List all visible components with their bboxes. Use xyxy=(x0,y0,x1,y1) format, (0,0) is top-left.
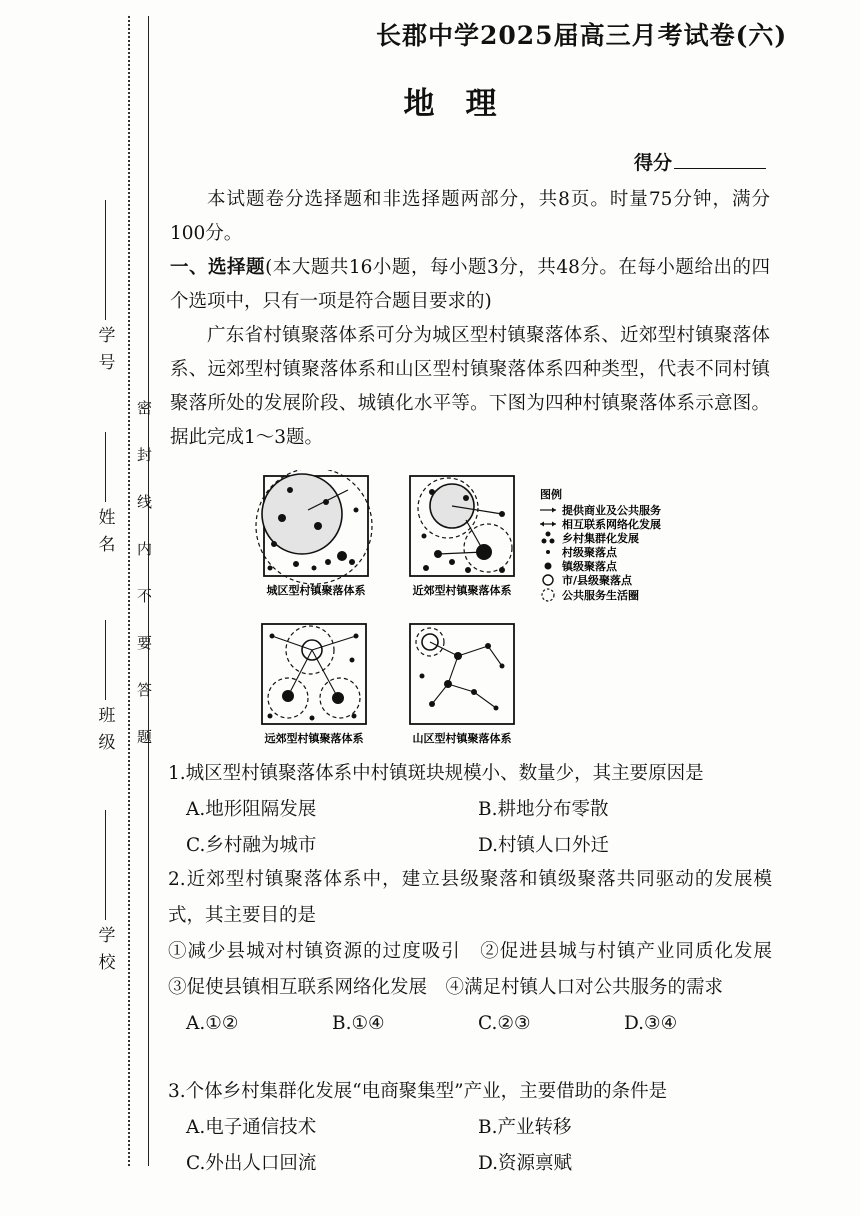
legend-town: 镇级聚落点 xyxy=(562,560,617,573)
question-1-stem: 1.城区型村镇聚落体系中村镇斑块规模小、数量少，其主要原因是 xyxy=(168,763,704,784)
legend-service-circle: 公共服务生活圈 xyxy=(562,589,639,602)
legend-cluster: 乡村集群化发展 xyxy=(562,532,639,545)
question-3 xyxy=(168,1074,772,1182)
q2-option-a[interactable]: A.①② xyxy=(186,1013,239,1034)
name-field[interactable] xyxy=(92,432,118,562)
panel-suburban xyxy=(410,476,514,576)
question-3-stem: 3.个体乡村集群化发展“电商聚集型”产业，主要借助的条件是 xyxy=(168,1081,668,1102)
exam-header: 长郡中学2025届高三月考试卷(六) xyxy=(376,21,788,50)
legend-network: 相互联系网络化发展 xyxy=(562,518,661,531)
legend-title: 图例 xyxy=(540,488,562,501)
score-blank[interactable] xyxy=(674,168,766,169)
name-label: 姓名 xyxy=(94,508,115,562)
caption-mountain: 山区型村镇聚落体系 xyxy=(412,732,512,745)
question-2-items: ①减少县城对村镇资源的过度吸引 ②促进县城与村镇产业同质化发展 ③促使县镇相互联系网络化发展 ④满足村镇人口对公共服务的需求 xyxy=(168,941,791,998)
caption-exurban: 远郊型村镇聚落体系 xyxy=(264,732,364,745)
q2-option-b[interactable]: B.①④ xyxy=(332,1013,385,1034)
q3-option-c[interactable]: C.外出人口回流 xyxy=(186,1153,317,1174)
question-2 xyxy=(168,862,791,1042)
material-text: 广东省村镇聚落体系可分为城区型村镇聚落体系、近郊型村镇聚落体系、远郊型村镇聚落体系和山区型村镇聚落体系四种类型，代表不同村镇聚落所处的发展阶段、城镇化水平等。下图为四种村镇聚落体系示意图。据此完成1～3题。 xyxy=(170,325,770,448)
q1-option-c[interactable]: C.乡村融为城市 xyxy=(186,835,317,856)
q3-option-d[interactable]: D.资源禀赋 xyxy=(478,1153,573,1174)
legend-city: 市/县级聚落点 xyxy=(562,574,633,587)
section1-note: (本大题共16小题，每小题3分，共48分。在每小题给出的四个选项中，只有一项是符合题目要求的) xyxy=(170,257,770,312)
fold-dotted-line xyxy=(128,16,130,1166)
settlement-system-figure xyxy=(252,470,692,750)
figure-legend xyxy=(540,487,661,602)
seal-line-notice: 密封线内不要答题 xyxy=(135,400,153,776)
q2-option-c[interactable]: C.②③ xyxy=(478,1013,531,1034)
caption-suburban: 近郊型村镇聚落体系 xyxy=(412,584,512,597)
q3-option-a[interactable]: A.电子通信技术 xyxy=(186,1117,317,1138)
legend-village: 村级聚落点 xyxy=(562,546,617,559)
section1-title: 一、选择题 xyxy=(170,257,266,278)
caption-urban: 城区型村镇聚落体系 xyxy=(266,584,366,597)
q1-option-a[interactable]: A.地形阻隔发展 xyxy=(186,799,317,820)
school-field[interactable] xyxy=(92,810,118,980)
q1-option-b[interactable]: B.耕地分布零散 xyxy=(478,799,609,820)
question-2-stem: 2.近郊型村镇聚落体系中，建立县级聚落和镇级聚落共同驱动的发展模式，其主要目的是 xyxy=(168,869,772,926)
legend-service: 提供商业及公共服务 xyxy=(562,504,661,517)
panel-urban xyxy=(256,470,372,584)
q3-option-b[interactable]: B.产业转移 xyxy=(478,1117,572,1138)
subject-title: 地 理 xyxy=(403,86,497,122)
panel-mountain xyxy=(410,624,514,724)
class-field[interactable] xyxy=(92,620,118,760)
exam-intro: 本试题卷分选择题和非选择题两部分，共8页。时量75分钟，满分100分。 xyxy=(170,189,770,244)
school-label: 学校 xyxy=(94,926,115,980)
panel-exurban xyxy=(262,624,366,724)
section1-heading xyxy=(170,251,770,319)
student-id-field[interactable] xyxy=(92,200,118,380)
score-label: 得分 xyxy=(634,152,673,174)
q1-option-d[interactable]: D.村镇人口外迁 xyxy=(478,835,610,856)
class-label: 班级 xyxy=(94,706,115,760)
score-field[interactable] xyxy=(634,148,766,175)
q2-option-d[interactable]: D.③④ xyxy=(624,1013,678,1034)
student-id-label: 学号 xyxy=(94,326,115,380)
question-1 xyxy=(168,756,772,864)
